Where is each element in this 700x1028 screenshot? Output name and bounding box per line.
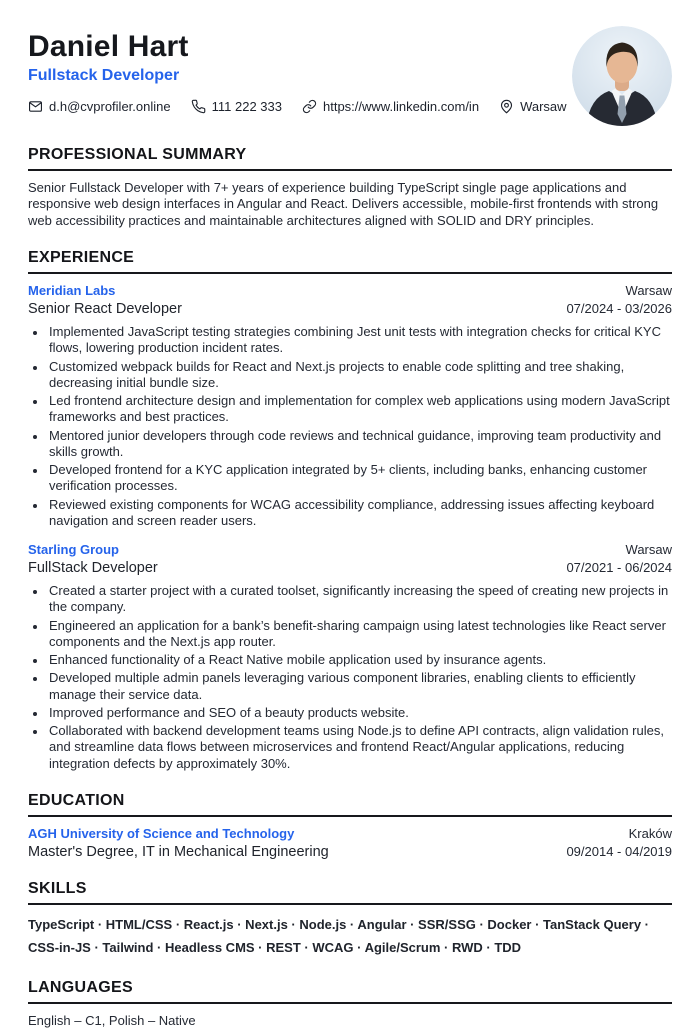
achievement-list xyxy=(28,583,672,772)
organization-name: AGH University of Science and Technology xyxy=(28,825,295,841)
location-text: Warsaw xyxy=(625,542,672,558)
entry-subheader-row xyxy=(28,841,672,860)
person-job-title: Fullstack Developer xyxy=(28,67,180,84)
contact-text[interactable]: 111 222 333 xyxy=(211,99,282,114)
organization-name: Starling Group xyxy=(28,542,119,558)
role-title: FullStack Developer xyxy=(28,560,158,577)
person-name: Daniel Hart xyxy=(28,30,189,63)
experience-entry xyxy=(28,283,672,529)
section-heading-education: EDUCATION xyxy=(28,791,125,809)
entry-header-row xyxy=(28,826,672,841)
phone-icon xyxy=(191,99,206,114)
section-heading-languages: LANGUAGES xyxy=(28,979,133,997)
location-text: Warsaw xyxy=(625,283,672,299)
achievement-item: • Developed multiple admin panels leveraging various component libraries, enabling clients to efficiently manage their service data. xyxy=(47,670,672,703)
contact-item xyxy=(499,99,566,114)
section-heading-skills: SKILLS xyxy=(28,879,87,897)
resume-header xyxy=(28,26,672,126)
entry-subheader-row xyxy=(28,298,672,317)
section-summary xyxy=(28,146,672,229)
link-icon xyxy=(302,99,317,114)
achievement-item: • Improved performance and SEO of a beauty products website. xyxy=(47,705,672,721)
section-divider xyxy=(28,815,672,817)
section-heading-summary: PROFESSIONAL SUMMARY xyxy=(28,146,247,163)
contact-item[interactable] xyxy=(28,99,171,114)
achievement-item: • Enhanced functionality of a React Native mobile application used by insurance agents. xyxy=(47,652,672,668)
achievement-item: • Engineered an application for a bank’s benefit-sharing campaign using latest technologies like React server components and the Next.js app router. xyxy=(47,618,672,651)
contact-text[interactable]: d.h@cvprofiler.online xyxy=(49,99,171,114)
languages-text: English – C1, Polish – Native xyxy=(28,1013,196,1028)
education-entries xyxy=(28,826,672,860)
date-range: 07/2024 - 03/2026 xyxy=(566,301,672,317)
contact-text[interactable]: https://www.linkedin.com/in xyxy=(322,99,480,114)
section-languages xyxy=(28,979,672,1028)
achievement-item: • Led frontend architecture design and implementation for complex web applications using modern JavaScript frameworks and best practices. xyxy=(47,393,672,426)
portrait-illustration xyxy=(572,26,672,126)
experience-entries xyxy=(28,283,672,772)
section-divider xyxy=(28,1002,672,1004)
achievement-item: • Customized webpack builds for React and Next.js projects to enable code splitting and tree shaking, decreasing initial bundle size. xyxy=(47,359,672,392)
achievement-item: • Implemented JavaScript testing strategies combining Jest unit tests with integration checks for critical KYC flows, lowering production incident rates. xyxy=(47,324,672,357)
header-identity xyxy=(28,26,567,114)
achievement-item: • Reviewed existing components for WCAG accessibility compliance, addressing issues affecting keyboard navigation and screen reader users. xyxy=(47,497,672,530)
location-icon xyxy=(499,99,514,114)
summary-text: Senior Fullstack Developer with 7+ years of experience building TypeScript single page applications and responsive web design interfaces in Angular and React. Delivers accessible, mobile-first frontends with strong web accessibility practices and maintainable architectures aligned with SOLID and DRY principles. xyxy=(28,180,659,228)
role-title: Master's Degree, IT in Mechanical Engineering xyxy=(28,843,329,860)
entry-header-row xyxy=(28,542,672,557)
achievement-item: • Collaborated with backend development teams using Node.js to define API contracts, align validation rules, and streamline data flows between microservices and frontend React/Angular applications, reducing integration defects by approximately 30%. xyxy=(47,723,672,772)
contact-item[interactable] xyxy=(302,99,479,114)
role-title: Senior React Developer xyxy=(28,301,182,318)
achievement-item: • Created a starter project with a curated toolset, significantly increasing the speed of creating new projects in the company. xyxy=(47,583,672,616)
achievement-item: • Mentored junior developers through code reviews and technical guidance, improving team productivity and skills growth. xyxy=(47,428,672,461)
skills-text: TypeScript · HTML/CSS · React.js · Next.js · Node.js · Angular · SSR/SSG · Docker · TanStack Query · CSS-in-JS · Tailwind · Headless CMS · REST · WCAG · Agile/Scrum · RWD · TDD xyxy=(28,916,649,955)
date-range: 09/2014 - 04/2019 xyxy=(566,843,672,859)
profile-photo xyxy=(572,26,672,126)
section-skills xyxy=(28,880,672,959)
achievement-item: • Developed frontend for a KYC application integrated by 5+ clients, including banks, enhancing customer verification processes. xyxy=(47,462,672,495)
date-range: 07/2021 - 06/2024 xyxy=(566,560,672,576)
section-divider xyxy=(28,272,672,274)
section-divider xyxy=(28,169,672,171)
organization-name: Meridian Labs xyxy=(28,283,116,299)
contact-text: Warsaw xyxy=(520,99,567,114)
experience-entry xyxy=(28,542,672,772)
contact-item[interactable] xyxy=(191,99,282,114)
location-text: Kraków xyxy=(628,825,672,841)
section-heading-experience: EXPERIENCE xyxy=(28,249,135,267)
mail-icon xyxy=(28,99,43,114)
section-education xyxy=(28,792,672,860)
contact-row xyxy=(28,99,567,114)
entry-subheader-row xyxy=(28,557,672,576)
achievement-list xyxy=(28,324,672,529)
section-divider xyxy=(28,903,672,905)
education-entry xyxy=(28,826,672,860)
entry-header-row xyxy=(28,283,672,298)
section-experience xyxy=(28,249,672,772)
